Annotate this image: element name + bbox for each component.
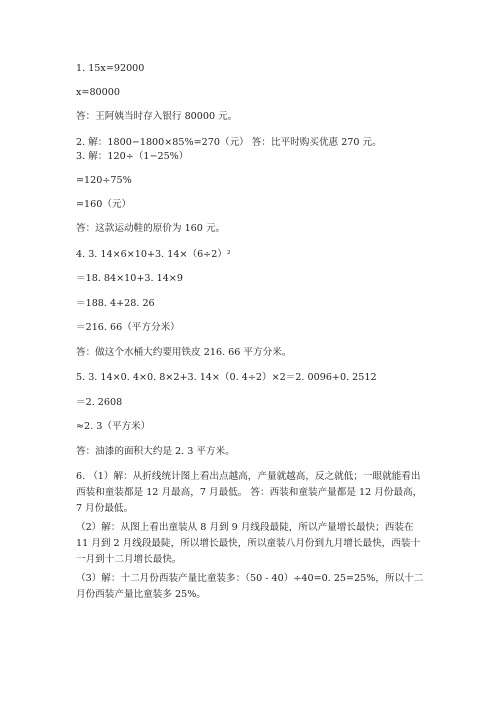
answer-line: 答：做这个水桶大约要用铁皮 216. 66 平方分米。 <box>76 347 292 358</box>
answer-paragraph: （3）解：十二月份西装产量比童装多：（50 - 40）÷40=0. 25=25%，所以十二月份西装产量比童装多 25%。 <box>76 573 424 600</box>
answer-line: 1. 15x=92000 <box>76 63 145 74</box>
answer-line: 3. 解：120÷（1−25%） <box>76 151 189 162</box>
answer-line: 2. 解：1800−1800×85%=270（元） 答：比平时购买优惠 270 元。 <box>76 137 382 148</box>
answer-line: 答：这款运动鞋的原价为 160 元。 <box>76 223 226 234</box>
answer-line: ＝216. 66（平方分米） <box>76 322 180 333</box>
answer-line: ＝188. 4+28. 26 <box>76 298 155 309</box>
answer-line: x=80000 <box>76 87 120 98</box>
answer-line: =120÷75% <box>76 175 132 186</box>
answer-line: ＝18. 84×10+3. 14×9 <box>76 273 183 284</box>
answer-line: 答：油漆的面积大约是 2. 3 平方米。 <box>76 446 235 457</box>
answer-line: ≈2. 3（平方米） <box>76 421 151 432</box>
answer-line: =160（元） <box>76 199 132 210</box>
answer-line: 5. 3. 14×0. 4×0. 8×2+3. 14×（0. 4÷2）×2＝2. 0096+0. 2512 <box>76 372 377 383</box>
answer-paragraph: 6. （1）解：从折线统计图上看出点越高，产量就越高，反之就低；一眼就能看出西装和童装都是 12 月最高，7 月最低。 答：西装和童装产量都是 12 月份最高，7 月份最低。 <box>76 471 423 514</box>
answer-line: ＝2. 2608 <box>76 397 123 408</box>
answer-paragraph: （2）解：从图上看出童装从 8 月到 9 月线段最陡，所以产量增长最快；西装在 11 月到 2 月线段最陡，所以增长最快，所以童装八月份到九月增长最快，西装十一月到十二月增长最快。 <box>76 522 421 565</box>
answer-line: 答：王阿姨当时存入银行 80000 元。 <box>76 111 238 122</box>
answer-line: 4. 3. 14×6×10+3. 14×（6÷2）² <box>76 249 231 260</box>
